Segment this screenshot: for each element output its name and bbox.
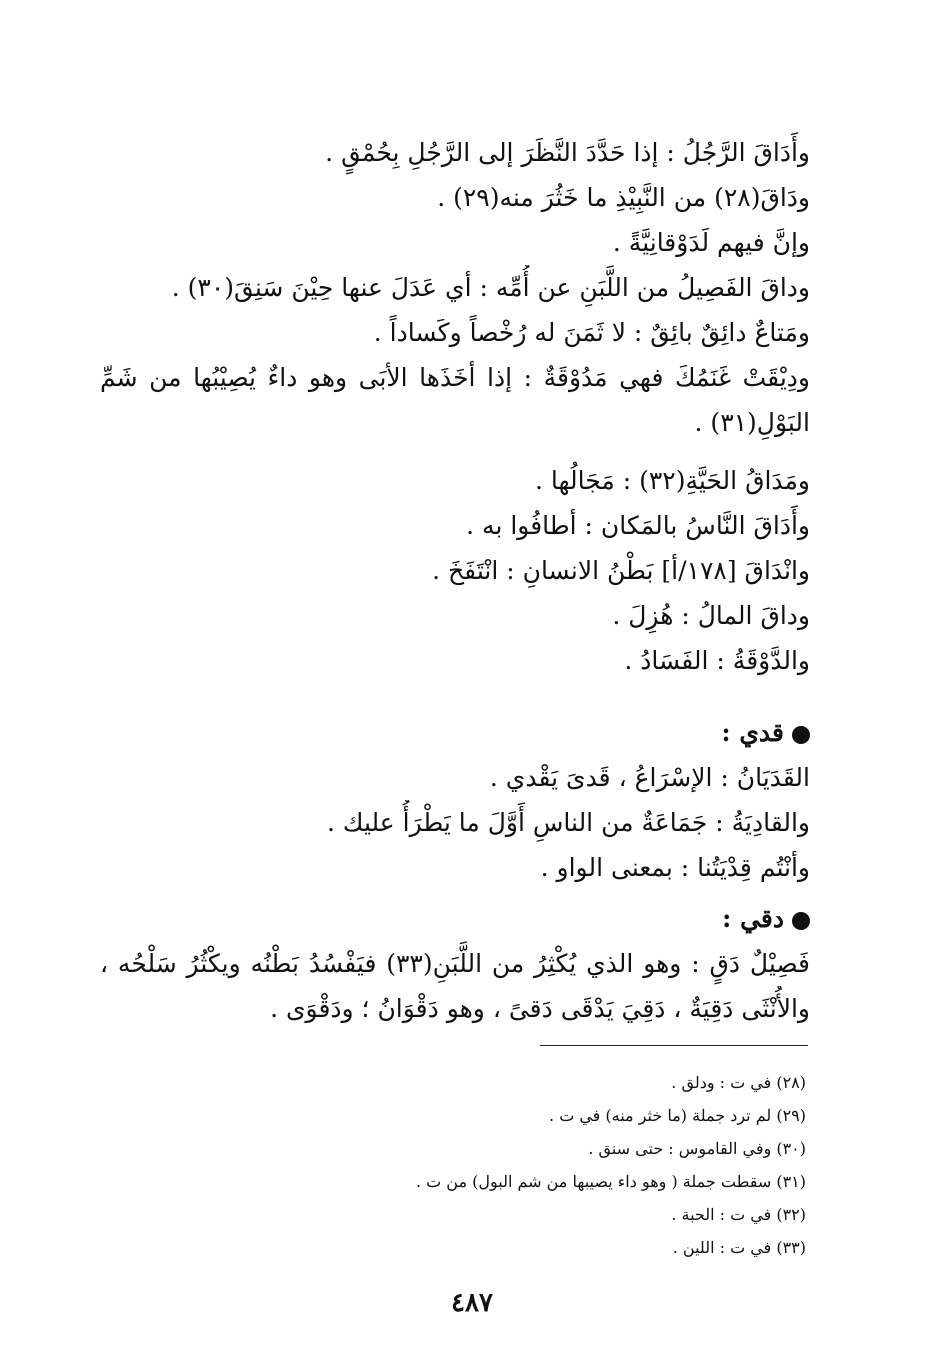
footnote: (٣٢) في ت : الحبة . xyxy=(671,1205,806,1224)
entry-line: البَوْلِ(٣١) . xyxy=(694,408,810,437)
footnote: (٢٩) لم ترد جملة (ما خثر منه) في ت . xyxy=(549,1106,806,1125)
entry-line: القَدَيَانُ : الإسْرَاعُ ، قَدىَ يَقْدي . xyxy=(489,763,810,792)
entry-line: وانْدَاقَ [١٧٨/أ] بَطْنُ الانسانِ : انْتَفَخَ . xyxy=(432,556,810,585)
entry-line: ومَدَاقُ الحَيَّةِ(٣٢) : مَجَالُها . xyxy=(534,466,810,495)
entry-line: ودَاقَ(٢٨) من النَّبِيْذِ ما خَثُرَ منه(٢٩) . xyxy=(437,183,810,212)
section-daqi xyxy=(100,896,810,1031)
entry-line: وأَدَاقَ النَّاسُ بالمَكان : أطافُوا به . xyxy=(466,511,810,540)
entry-line: والقادِيَةُ : جَمَاعَةٌ من الناسِ أَوَّلَ ما يَطْرَأُ عليك . xyxy=(327,808,810,837)
entries-block-1 xyxy=(100,130,810,445)
entries-block-2 xyxy=(100,458,810,683)
entry-line: وإنَّ فيهم لَدَوْقانِيَّةً . xyxy=(612,228,810,257)
section-heading xyxy=(100,710,810,755)
entry-line: وداقَ المالُ : هُزِلَ . xyxy=(612,601,810,630)
entry-line: والدَّوْقَةُ : الفَسَادُ . xyxy=(624,646,810,675)
entry-line: فَصِيْلٌ دَقٍ : وهو الذي يُكْثِرُ من اللَّبَنِ(٣٣) فيَفْسُدُ بَطْنُه ويكْثُرُ سَلْحُه ، xyxy=(100,949,810,978)
page-number: ٤٨٧ xyxy=(451,1288,493,1318)
entry-line: وأَدَاقَ الرَّجُلُ : إذا حَدَّدَ النَّظَرَ إلى الرَّجُلِ بِحُمْقٍ . xyxy=(325,138,810,167)
footnote: (٢٨) في ت : ودلق . xyxy=(671,1073,806,1092)
entry-line: وأنْتُم قِدْيَتُنا : بمعنى الواو . xyxy=(540,853,810,882)
footnote: (٣١) سقطت جملة ( وهو داء يصيبها من شم البول) من ت . xyxy=(415,1172,806,1191)
bullet-icon xyxy=(792,726,810,744)
entry-line: ودِيْقَتْ غَنَمُكَ فهي مَدُوْقَةٌ : إذا أخَذَها الأبَى وهو داءٌ يُصِيْبُها من شَمِّ xyxy=(100,363,810,392)
entry-line: وداقَ الفَصِيلُ من اللَّبَنِ عن أُمِّه : أي عَدَلَ عنها حِيْنَ سَنِقَ(٣٠) . xyxy=(171,273,810,302)
section-qadi xyxy=(100,710,810,890)
footnotes xyxy=(100,1066,806,1264)
bullet-icon xyxy=(792,912,810,930)
entry-line: والأُنْثَى دَقِيَةٌ ، دَقِيَ يَدْقَى دَقىً ، وهو دَقْوَانُ ؛ ودَقْوَى . xyxy=(270,994,810,1023)
section-heading xyxy=(100,896,810,941)
footnote: (٣٣) في ت : اللين . xyxy=(672,1238,806,1257)
footnote: (٣٠) وفي القاموس : حتى سنق . xyxy=(588,1139,806,1158)
section-heading-label: دقي : xyxy=(722,904,784,933)
entry-line: ومَتاعٌ دائِقٌ بائِقٌ : لا ثَمَنَ له رُخْصاً وكَساداً . xyxy=(373,318,810,347)
section-heading-label: قدي : xyxy=(721,718,784,747)
footnote-divider xyxy=(540,1045,808,1046)
